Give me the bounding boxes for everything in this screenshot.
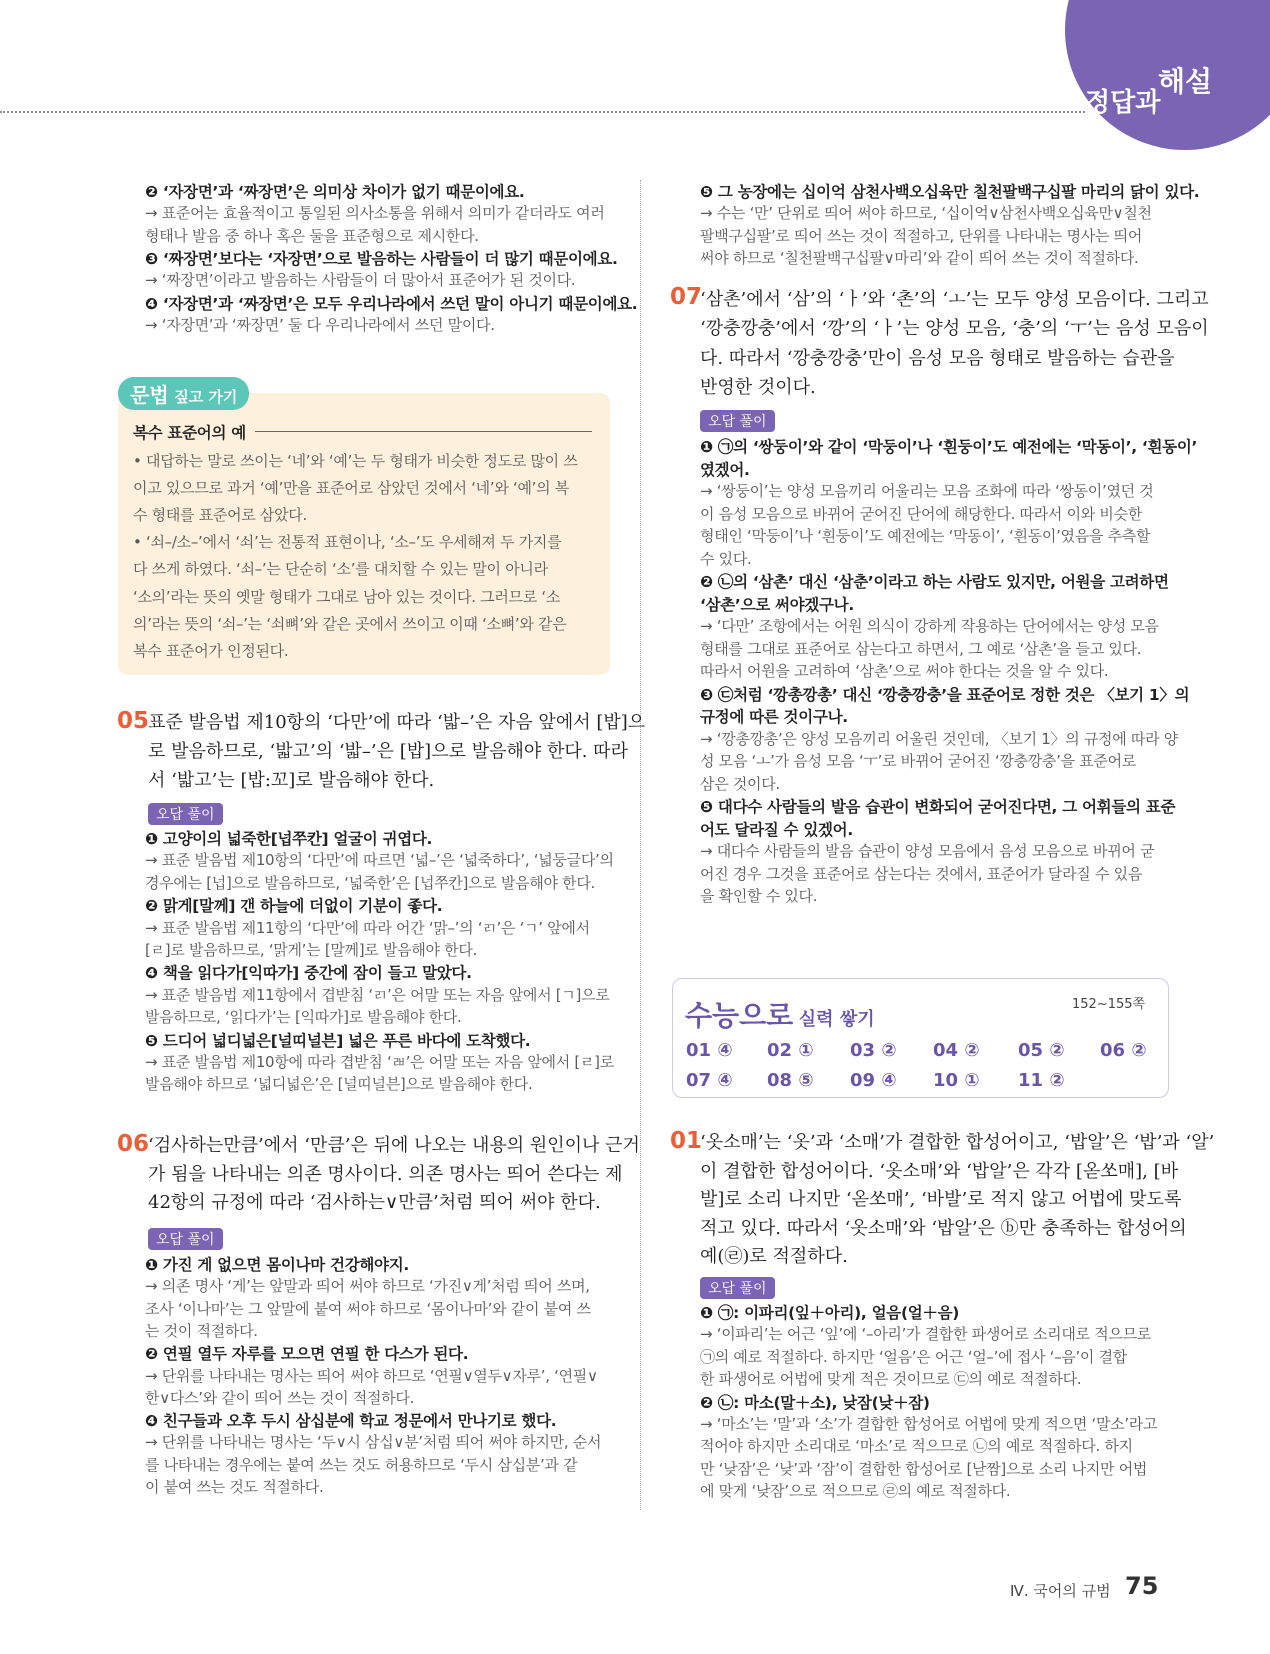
option-line: ❹ ‘자장면’과 ‘짜장면’은 모두 우리나라에서 쓰던 말이 아니기 때문이에요. bbox=[145, 294, 638, 313]
text-line: 표준 발음법 제10항의 ‘다만’에 따라 ‘밟–’은 자음 앞에서 [밥]으 bbox=[148, 712, 646, 733]
explanation-line: → 표준 발음법 제11항의 ‘다만’에 따라 어간 ‘맑–’의 ‘ㄺ’은 ‘ㄱ’ 앞에서 bbox=[145, 918, 590, 937]
explanation-line: 이 붙여 쓰는 것도 적절하다. bbox=[145, 1478, 324, 1496]
text-line: 다. 따라서 ‘깡충깡충’만이 음성 모음 형태로 발음하는 습관을 bbox=[700, 347, 1175, 369]
suneung-title-b: 실력 쌓기 bbox=[798, 1009, 875, 1030]
q01-wrong-answer-tag: 오답 풀이 bbox=[700, 1277, 775, 1299]
option-line: ❷ ㉡: 마소(말＋소), 낮잠(낮＋잠) bbox=[700, 1393, 930, 1412]
grammar-tag-b: 짚고 가기 bbox=[174, 388, 238, 406]
q06-wrong-answer-tag: 오답 풀이 bbox=[148, 1228, 223, 1250]
grammar-tag-a: 문법 bbox=[130, 383, 169, 407]
answer-item: 08 ⑤ bbox=[767, 1070, 814, 1091]
option-line: ❸ ‘짜장면’보다는 ‘자장면’으로 발음하는 사람들이 더 많기 때문이에요. bbox=[145, 249, 618, 268]
explanation-line: 경우에는 [넙]으로 발음하므로, ‘넓죽한’은 [넙쭈칸]으로 발음해야 한다. bbox=[145, 873, 596, 892]
explanation-line: 는 것이 적절하다. bbox=[145, 1321, 258, 1340]
suneung-page-range: 152~155쪽 bbox=[1072, 997, 1146, 1012]
explanation-line: → ‘마소’는 ‘말’과 ‘소’가 결합한 합성어로 어법에 맞게 적으면 ‘말소’라고 bbox=[700, 1415, 1158, 1433]
explanation-line: → ‘이파리’는 어근 ‘잎’에 ‘–아리’가 결합한 파생어로 소리대로 적으므로 bbox=[700, 1325, 1151, 1344]
text-line: 예(㉣)로 적절하다. bbox=[700, 1246, 848, 1267]
explanation-line: → ‘짜장면’이라고 발음하는 사람들이 더 많아서 표준어가 된 것이다. bbox=[145, 271, 576, 290]
explanation-line: 삼은 것이다. bbox=[700, 774, 780, 793]
grammar-box-heading: 복수 표준어의 예 bbox=[133, 424, 246, 442]
option-line: ❺ 대다수 사람들의 발음 습관이 변화되어 굳어진다면, 그 어휘들의 표준 bbox=[700, 798, 1176, 816]
text-line: 이 결합한 합성어이다. ‘옷소매’와 ‘밥알’은 각각 [옫쏘매], [바 bbox=[700, 1160, 1178, 1182]
explanation-line: 을 확인할 수 있다. bbox=[700, 887, 818, 905]
explanation-line: 한∨다스’와 같이 띄어 쓰는 것이 적절하다. bbox=[145, 1388, 414, 1407]
q05-wrong-answer-tag: 오답 풀이 bbox=[148, 803, 223, 825]
explanation-line: 한 파생어로 어법에 맞게 적은 것이므로 ㉢의 예로 적절하다. bbox=[700, 1370, 1082, 1389]
explanation-line: 발음하므로, ‘읽다가’는 [익따가]로 발음해야 한다. bbox=[145, 1008, 462, 1027]
text-line: ‘검사하는만큼’에서 ‘만큼’은 뒤에 나오는 내용의 원인이나 근거 bbox=[148, 1135, 640, 1156]
explanation-line: 조사 ‘이나마’는 그 앞말에 붙여 써야 하므로 ‘몸이나마’와 같이 붙여 쓰 bbox=[145, 1299, 591, 1318]
option-line: ❶ ㉠의 ‘쌍둥이’와 같이 ‘막둥이’나 ‘흰둥이’도 예전에는 ‘막동이’, ‘흰동이’ bbox=[700, 438, 1198, 456]
explanation-line: → 대다수 사람들의 발음 습관이 양성 모음에서 음성 모음으로 바뀌어 굳 bbox=[700, 842, 1155, 860]
q06-number: 06 bbox=[117, 1131, 150, 1157]
q07-wrong-answer-tag: 오답 풀이 bbox=[700, 410, 775, 432]
suneung-title-a: 수능으로 bbox=[685, 999, 794, 1032]
page-number: 75 bbox=[1125, 1572, 1159, 1600]
explanation-line: 수 있다. bbox=[700, 549, 752, 568]
explanation-line: 를 나타내는 경우에는 붙여 쓰는 것도 허용하므로 ‘두시 삼십분’과 같 bbox=[145, 1455, 578, 1474]
option-line: ❶ 가진 게 없으면 몸이나마 건강해야지. bbox=[145, 1256, 409, 1274]
header-title-a: 정답과 bbox=[1085, 88, 1161, 118]
explanation-line: 이 음성 모음으로 바뀌어 굳어진 단어에 해당한다. 따라서 이와 비슷한 bbox=[700, 504, 1143, 523]
text-line: 로 발음하므로, ‘밟고’의 ‘밟–’은 [밥]으로 발음해야 한다. 따라 bbox=[148, 741, 628, 762]
explanation-line: 적어야 하지만 소리대로 ‘마소’로 적으므로 ㉡의 예로 적절하다. 하지 bbox=[700, 1437, 1133, 1456]
explanation-line: → ‘깡총깡총’은 양성 모음끼리 어울린 것인데, 〈보기 1〉의 규정에 따라 양 bbox=[700, 729, 1178, 748]
answer-item: 11 ② bbox=[1018, 1070, 1065, 1091]
answer-item: 07 ④ bbox=[686, 1070, 733, 1091]
text-line: 반영한 것이다. bbox=[700, 376, 816, 398]
text-line: 가 됨을 나타내는 의존 명사이다. 의존 명사는 띄어 쓴다는 제 bbox=[148, 1163, 623, 1185]
text-line: 적고 있다. 따라서 ‘옷소매’와 ‘밥알’은 ⓑ만 충족하는 합성어의 bbox=[700, 1217, 1187, 1239]
explanation-line: 따라서 어원을 고려하여 ‘삼촌’으로 써야 한다는 것을 알 수 있다. bbox=[700, 662, 1109, 680]
suneung-title bbox=[685, 994, 875, 1034]
answer-item: 05 ② bbox=[1018, 1040, 1065, 1061]
explanation-line: → ‘쌍둥이’는 양성 모음끼리 어울리는 모음 조화에 따라 ‘쌍동이’였던 것 bbox=[700, 482, 1154, 500]
text-line: 발]로 소리 나지만 ‘옫쏘매’, ‘바발’로 적지 않고 어법에 맞도록 bbox=[700, 1189, 1182, 1210]
option-line: ❺ 드디어 넓디넓은[널띠널븐] 넓은 푸른 바다에 도착했다. bbox=[145, 1031, 531, 1050]
explanation-line: 써야 하므로 ‘칠천팔백구십팔∨마리’와 같이 띄어 쓰는 것이 적절하다. bbox=[700, 248, 1139, 267]
header-dotted-line bbox=[0, 111, 1085, 113]
text-line: ‘깡충깡충’에서 ‘깡’의 ‘ㅏ’는 양성 모음, ‘충’의 ‘ㅜ’는 음성 모음이 bbox=[700, 318, 1209, 340]
text-line: 복수 표준어가 인정된다. bbox=[133, 641, 289, 660]
option-line: ❺ 그 농장에는 십이억 삼천사백오십육만 칠천팔백구십팔 마리의 닭이 있다. bbox=[700, 183, 1200, 201]
text-line: 42항의 규정에 따라 ‘검사하는∨만큼’처럼 띄어 써야 한다. bbox=[148, 1192, 601, 1214]
explanation-line: 팔백구십팔’로 띄어 쓰는 것이 적절하고, 단위를 나타내는 명사는 띄어 bbox=[700, 226, 1143, 245]
answer-item: 01 ④ bbox=[686, 1040, 733, 1061]
text-line: • 대답하는 말로 쓰이는 ‘네’와 ‘예’는 두 형태가 비슷한 정도로 많이 쓰 bbox=[133, 452, 578, 470]
grammar-box-tag bbox=[118, 377, 249, 410]
explanation-line: 성 모음 ‘ㅗ’가 음성 모음 ‘ㅜ’로 바뀌어 굳어진 ‘깡충깡충’을 표준어로 bbox=[700, 752, 1136, 770]
explanation-line: → 표준 발음법 제10항에 따라 겹받침 ‘ㄼ’은 어말 또는 자음 앞에서 [ㄹ]로 bbox=[145, 1053, 614, 1071]
option-line: ❷ 맑게[말께] 갠 하늘에 더없이 기분이 좋다. bbox=[145, 897, 443, 916]
footer-section: Ⅳ. 국어의 규범 bbox=[1010, 1582, 1111, 1600]
explanation-line: → ‘자장면’과 ‘짜장면’ 둘 다 우리나라에서 쓰던 말이다. bbox=[145, 315, 495, 334]
option-line: ❶ ㉠: 이파리(잎＋아리), 얼음(얼＋음) bbox=[700, 1304, 960, 1322]
option-line: ❷ ‘자장면’과 ‘짜장면’은 의미상 차이가 없기 때문이에요. bbox=[145, 183, 525, 201]
answer-item: 04 ② bbox=[933, 1040, 980, 1061]
q05-number: 05 bbox=[117, 708, 150, 734]
option-line: 어도 달라질 수 있겠어. bbox=[700, 820, 853, 839]
explanation-line: 에 맞게 ‘낮잠’으로 적으므로 ㉣의 예로 적절하다. bbox=[700, 1482, 1011, 1501]
explanation-line: → 단위를 나타내는 명사는 띄어 써야 하므로 ‘연필∨열두∨자루’, ‘연필∨ bbox=[145, 1366, 598, 1385]
text-line: ‘옷소매’는 ‘옷’과 ‘소매’가 결합한 합성어이고, ‘밥알’은 ‘밥’과 ‘알’ bbox=[700, 1132, 1215, 1153]
option-line: 규정에 따른 것이구나. bbox=[700, 708, 848, 726]
option-line: ❸ ㉢처럼 ‘깡총깡총’ 대신 ‘깡충깡충’을 표준어로 정한 것은 〈보기 1〉의 bbox=[700, 685, 1190, 704]
explanation-line: → 의존 명사 ‘게’는 앞말과 띄어 써야 하므로 ‘가진∨게’처럼 띄어 쓰며, bbox=[145, 1277, 590, 1296]
explanation-line: 어진 경우 그것을 표준어로 삼는다는 것에서, 표준어가 달라질 수 있음 bbox=[700, 864, 1143, 883]
answer-item: 02 ① bbox=[767, 1040, 814, 1061]
explanation-line: 형태나 발음 중 하나 혹은 둘을 표준형으로 제시한다. bbox=[145, 226, 479, 245]
option-line: ‘삼촌’으로 써야겠구나. bbox=[700, 595, 854, 614]
explanation-line: 형태인 ‘막둥이’나 ‘흰둥이’도 예전에는 ‘막동이’, ‘흰동이’였음을 추측할 bbox=[700, 527, 1151, 545]
text-line: ‘삼촌’에서 ‘삼’의 ‘ㅏ’와 ‘촌’의 ‘ㅗ’는 모두 양성 모음이다. 그리고 bbox=[700, 289, 1209, 310]
answer-item: 03 ② bbox=[850, 1040, 897, 1061]
answer-item: 10 ① bbox=[933, 1070, 980, 1091]
explanation-line: → ‘다만’ 조항에서는 어원 의식이 강하게 작용하는 단어에서는 양성 모음 bbox=[700, 617, 1159, 635]
q01-number: 01 bbox=[670, 1128, 703, 1154]
option-line: ❷ 연필 열두 자루를 모으면 연필 한 다스가 된다. bbox=[145, 1345, 469, 1364]
explanation-line: ㉠의 예로 적절하다. 하지만 ‘얼음’은 어근 ‘얼–’에 접사 ‘–음’이 결합 bbox=[700, 1347, 1127, 1366]
explanation-line: → 표준 발음법 제10항의 ‘다만’에 따르면 ‘넓–’은 ‘넓죽하다’, ‘넓둥글다’의 bbox=[145, 851, 614, 870]
text-line: ‘소의’라는 뜻의 옛말 형태가 그대로 남아 있는 것이다. 그러므로 ‘소 bbox=[133, 587, 561, 606]
q07-number: 07 bbox=[670, 284, 703, 310]
text-line: 다 쓰게 하였다. ‘쇠–’는 단순히 ‘소’를 대치할 수 있는 말이 아니라 bbox=[133, 560, 548, 579]
text-line: • ‘쇠–/소–’에서 ‘쇠’는 전통적 표현이나, ‘소–’도 우세해져 두 가지를 bbox=[133, 533, 562, 552]
option-line: ❹ 친구들과 오후 두시 삼십분에 학교 정문에서 만나기로 했다. bbox=[145, 1412, 557, 1431]
option-line: ❷ ㉡의 ‘삼촌’ 대신 ‘삼춘’이라고 하는 사람도 있지만, 어원을 고려하면 bbox=[700, 573, 1169, 591]
explanation-line: 형태를 그대로 표준어로 삼는다고 하면서, 그 예로 ‘삼촌’을 들고 있다. bbox=[700, 639, 1142, 658]
explanation-line: → 표준어는 효율적이고 통일된 의사소통을 위해서 의미가 같더라도 여러 bbox=[145, 204, 605, 223]
text-line: 수 형태를 표준어로 삼았다. bbox=[133, 506, 307, 525]
explanation-line: 만 ‘낮잠’은 ‘낮’과 ‘잠’이 결합한 합성어로 [낟짬]으로 소리 나지만 어법 bbox=[700, 1459, 1148, 1478]
grammar-heading-rule bbox=[255, 431, 592, 432]
answer-item: 09 ④ bbox=[850, 1070, 897, 1091]
text-line: 이고 있으므로 과거 ‘예’만을 표준어로 삼았던 것에서 ‘네’와 ‘예’의 복 bbox=[133, 479, 569, 498]
option-line: ❹ 책을 읽다가[익따가] 중간에 잠이 들고 말았다. bbox=[145, 964, 472, 983]
option-line: ❶ 고양이의 넓죽한[넙쭈칸] 얼굴이 귀엽다. bbox=[145, 830, 433, 848]
explanation-line: → 표준 발음법 제11항에서 겹받침 ‘ㄺ’은 어말 또는 자음 앞에서 [ㄱ]으로 bbox=[145, 985, 610, 1004]
header-title-b: 해설 bbox=[1158, 65, 1213, 98]
explanation-line: → 단위를 나타내는 명사는 ‘두∨시 삼십∨분’처럼 띄어 써야 하지만, 순서 bbox=[145, 1433, 602, 1452]
option-line: 였겠어. bbox=[700, 460, 750, 479]
text-line: 서 ‘밟고’는 [밥:꼬]로 발음해야 한다. bbox=[148, 770, 435, 791]
explanation-line: 발음해야 하므로 ‘넓디넓은’은 [널띠널븐]으로 발음해야 한다. bbox=[145, 1075, 533, 1094]
text-line: 의’라는 뜻의 ‘쇠–’는 ‘쇠뼈’와 같은 곳에서 쓰이고 이때 ‘소뼈’와 같은 bbox=[133, 614, 567, 633]
answer-item: 06 ② bbox=[1100, 1040, 1147, 1061]
explanation-line: [ㄹ]로 발음하므로, ‘맑게’는 [말께]로 발음해야 한다. bbox=[145, 941, 478, 959]
explanation-line: → 수는 ‘만’ 단위로 띄어 써야 하므로, ‘십이억∨삼천사백오십육만∨칠천 bbox=[700, 204, 1152, 223]
column-divider bbox=[640, 180, 641, 1510]
